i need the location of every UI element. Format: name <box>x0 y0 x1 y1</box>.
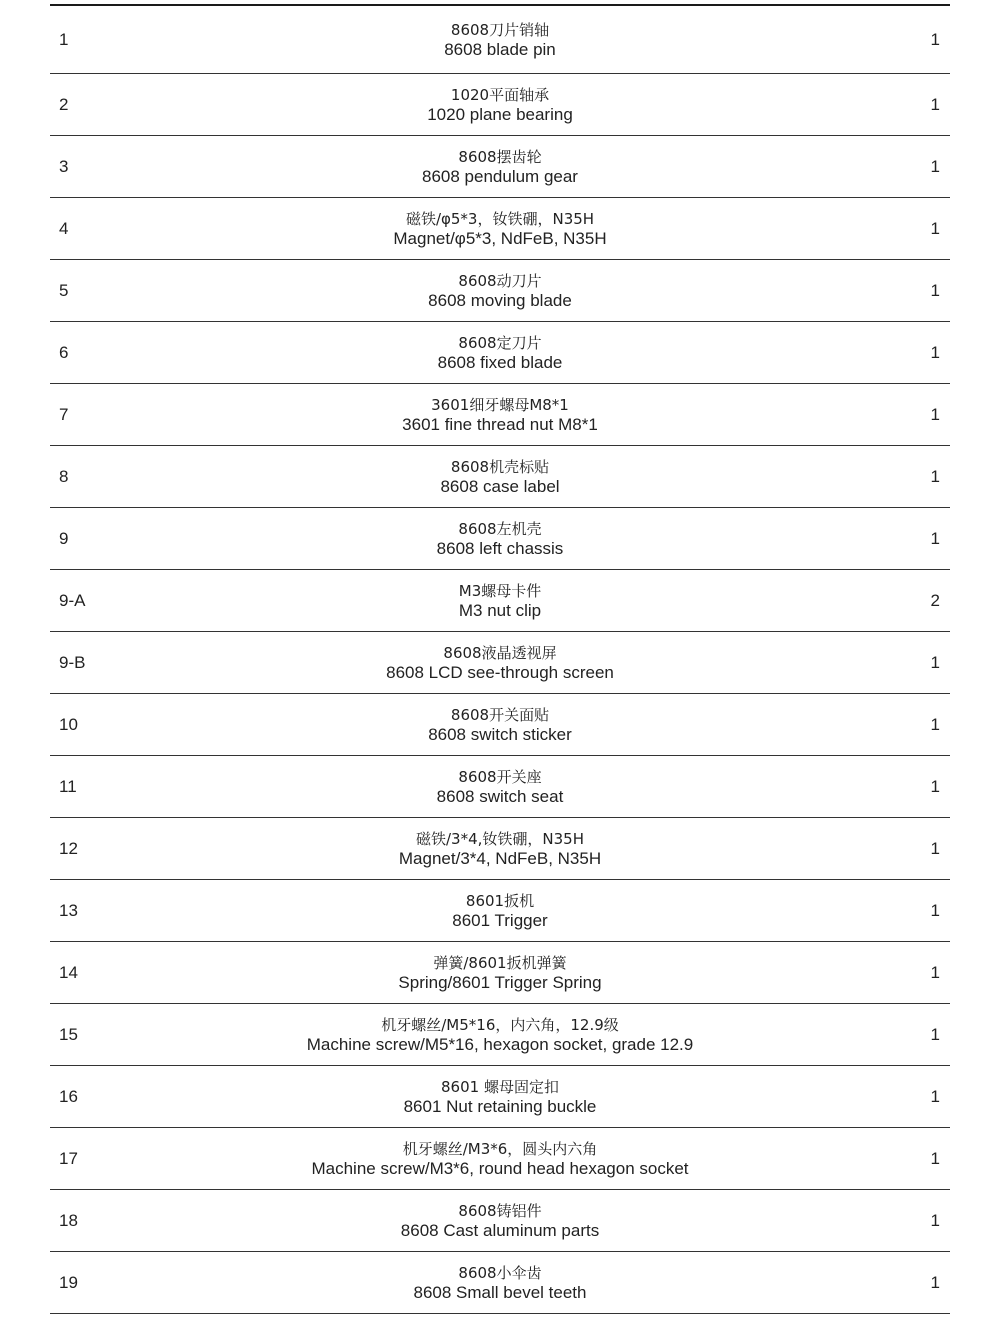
part-name <box>170 384 830 445</box>
parts-table <box>50 4 950 1314</box>
table-row <box>50 1066 950 1128</box>
table-row <box>50 6 950 74</box>
table-row <box>50 1128 950 1190</box>
table-row <box>50 570 950 632</box>
part-name-english: 8608 LCD see-through screen <box>386 662 614 682</box>
part-quantity: 1 <box>930 1210 940 1230</box>
part-name-chinese: 8608机壳标贴 <box>450 457 550 476</box>
part-name-chinese: 3601细牙螺母M8*1 <box>431 395 569 414</box>
table-row <box>50 942 950 1004</box>
table-row <box>50 198 950 260</box>
part-quantity: 1 <box>930 652 940 672</box>
part-quantity: 1 <box>930 280 940 300</box>
part-name-english: 8608 moving blade <box>428 290 572 310</box>
part-name-chinese: 8608开关面贴 <box>450 705 550 724</box>
part-number: 12 <box>59 838 78 858</box>
part-quantity: 2 <box>930 590 940 610</box>
part-name-chinese: 8608动刀片 <box>458 271 542 290</box>
table-row <box>50 446 950 508</box>
part-name-chinese: 1020平面轴承 <box>450 85 550 104</box>
part-quantity: 1 <box>930 342 940 362</box>
part-name-chinese: 8608开关座 <box>458 767 542 786</box>
part-name <box>170 632 830 693</box>
part-quantity: 1 <box>930 466 940 486</box>
part-name-english: M3 nut clip <box>458 600 542 620</box>
part-name-english: 8608 Small bevel teeth <box>413 1282 587 1302</box>
part-name-chinese: 机牙螺丝/M5*16，内六角，12.9级 <box>381 1015 619 1034</box>
part-name-english: Machine screw/M3*6, round head hexagon socket <box>311 1158 689 1178</box>
part-name <box>170 1252 830 1313</box>
part-quantity: 1 <box>930 1272 940 1292</box>
part-name <box>170 1004 830 1065</box>
table-row <box>50 1252 950 1314</box>
part-name-chinese: 8601扳机 <box>465 891 535 910</box>
part-quantity: 1 <box>930 962 940 982</box>
part-name <box>170 260 830 321</box>
part-name-chinese: M3螺母卡件 <box>458 581 542 600</box>
part-number: 2 <box>59 94 69 114</box>
part-quantity: 1 <box>930 776 940 796</box>
part-number: 3 <box>59 156 69 176</box>
part-name <box>170 756 830 817</box>
part-number: 11 <box>59 776 77 796</box>
part-name-english: 8608 blade pin <box>444 39 556 59</box>
part-name-english: 8608 case label <box>440 476 560 496</box>
part-name <box>170 446 830 507</box>
table-row <box>50 322 950 384</box>
part-name-chinese: 弹簧/8601扳机弹簧 <box>433 953 567 972</box>
table-row <box>50 1004 950 1066</box>
part-name <box>170 1128 830 1189</box>
table-row <box>50 136 950 198</box>
table-row <box>50 1190 950 1252</box>
part-quantity: 1 <box>930 1024 940 1044</box>
part-name-english: 3601 fine thread nut M8*1 <box>402 414 598 434</box>
part-name-chinese: 8608铸铝件 <box>458 1201 542 1220</box>
part-name-english: 8608 switch sticker <box>428 724 572 744</box>
part-name <box>170 880 830 941</box>
part-quantity: 1 <box>930 528 940 548</box>
part-name <box>170 74 830 135</box>
part-name <box>170 508 830 569</box>
part-number: 19 <box>59 1272 78 1292</box>
table-row <box>50 384 950 446</box>
part-name-chinese: 机牙螺丝/M3*6，圆头内六角 <box>402 1139 598 1158</box>
part-quantity: 1 <box>930 218 940 238</box>
part-quantity: 1 <box>930 1086 940 1106</box>
part-name-english: Magnet/3*4, NdFeB, N35H <box>398 848 602 868</box>
part-number: 7 <box>59 404 69 424</box>
part-name-chinese: 8608小伞齿 <box>458 1263 542 1282</box>
part-name-chinese: 8608定刀片 <box>458 333 542 352</box>
part-number: 15 <box>59 1024 78 1044</box>
part-quantity: 1 <box>930 29 940 49</box>
part-name <box>170 322 830 383</box>
part-number: 10 <box>59 714 78 734</box>
part-name <box>170 942 830 1003</box>
table-row <box>50 756 950 818</box>
part-number: 14 <box>59 962 78 982</box>
part-name-english: 8608 left chassis <box>436 538 564 558</box>
part-number: 9 <box>59 528 69 548</box>
part-name-chinese: 磁铁/φ5*3，钕铁硼，N35H <box>405 209 595 228</box>
part-number: 9-B <box>59 652 86 672</box>
part-name-chinese: 8608刀片销轴 <box>450 20 550 39</box>
table-row <box>50 694 950 756</box>
part-name-english: 8601 Nut retaining buckle <box>403 1096 597 1116</box>
part-name <box>170 570 830 631</box>
part-number: 4 <box>59 218 69 238</box>
part-name-english: 8608 fixed blade <box>437 352 563 372</box>
part-name <box>170 694 830 755</box>
part-name-english: 8608 pendulum gear <box>422 166 578 186</box>
part-number: 8 <box>59 466 69 486</box>
part-quantity: 1 <box>930 900 940 920</box>
part-name-english: 8601 Trigger <box>452 910 548 930</box>
part-number: 1 <box>59 29 69 49</box>
table-row <box>50 74 950 136</box>
part-name-english: 1020 plane bearing <box>427 104 573 124</box>
part-name <box>170 818 830 879</box>
table-row <box>50 880 950 942</box>
part-quantity: 1 <box>930 1148 940 1168</box>
part-name-chinese: 8608摆齿轮 <box>458 147 542 166</box>
part-name-english: Spring/8601 Trigger Spring <box>398 972 602 992</box>
part-name-chinese: 8608左机壳 <box>458 519 542 538</box>
table-row <box>50 632 950 694</box>
part-number: 9-A <box>59 590 86 610</box>
table-row <box>50 260 950 322</box>
part-quantity: 1 <box>930 714 940 734</box>
part-name <box>170 6 830 73</box>
part-quantity: 1 <box>930 94 940 114</box>
part-quantity: 1 <box>930 838 940 858</box>
part-name-english: Machine screw/M5*16, hexagon socket, grade 12.9 <box>306 1034 694 1054</box>
part-name-chinese: 8608液晶透视屏 <box>443 643 557 662</box>
part-number: 6 <box>59 342 69 362</box>
part-number: 5 <box>59 280 69 300</box>
table-row <box>50 508 950 570</box>
part-name-chinese: 磁铁/3*4,钕铁硼，N35H <box>416 829 584 848</box>
part-quantity: 1 <box>930 156 940 176</box>
part-number: 16 <box>59 1086 78 1106</box>
part-name-chinese: 8601 螺母固定扣 <box>441 1077 559 1096</box>
part-name <box>170 1066 830 1127</box>
part-number: 17 <box>59 1148 78 1168</box>
part-number: 13 <box>59 900 78 920</box>
part-quantity: 1 <box>930 404 940 424</box>
part-name <box>170 1190 830 1251</box>
part-name-english: 8608 Cast aluminum parts <box>400 1220 600 1240</box>
part-name <box>170 198 830 259</box>
part-name-english: Magnet/φ5*3, NdFeB, N35H <box>393 228 607 248</box>
part-name <box>170 136 830 197</box>
table-row <box>50 818 950 880</box>
part-number: 18 <box>59 1210 78 1230</box>
part-name-english: 8608 switch seat <box>436 786 564 806</box>
